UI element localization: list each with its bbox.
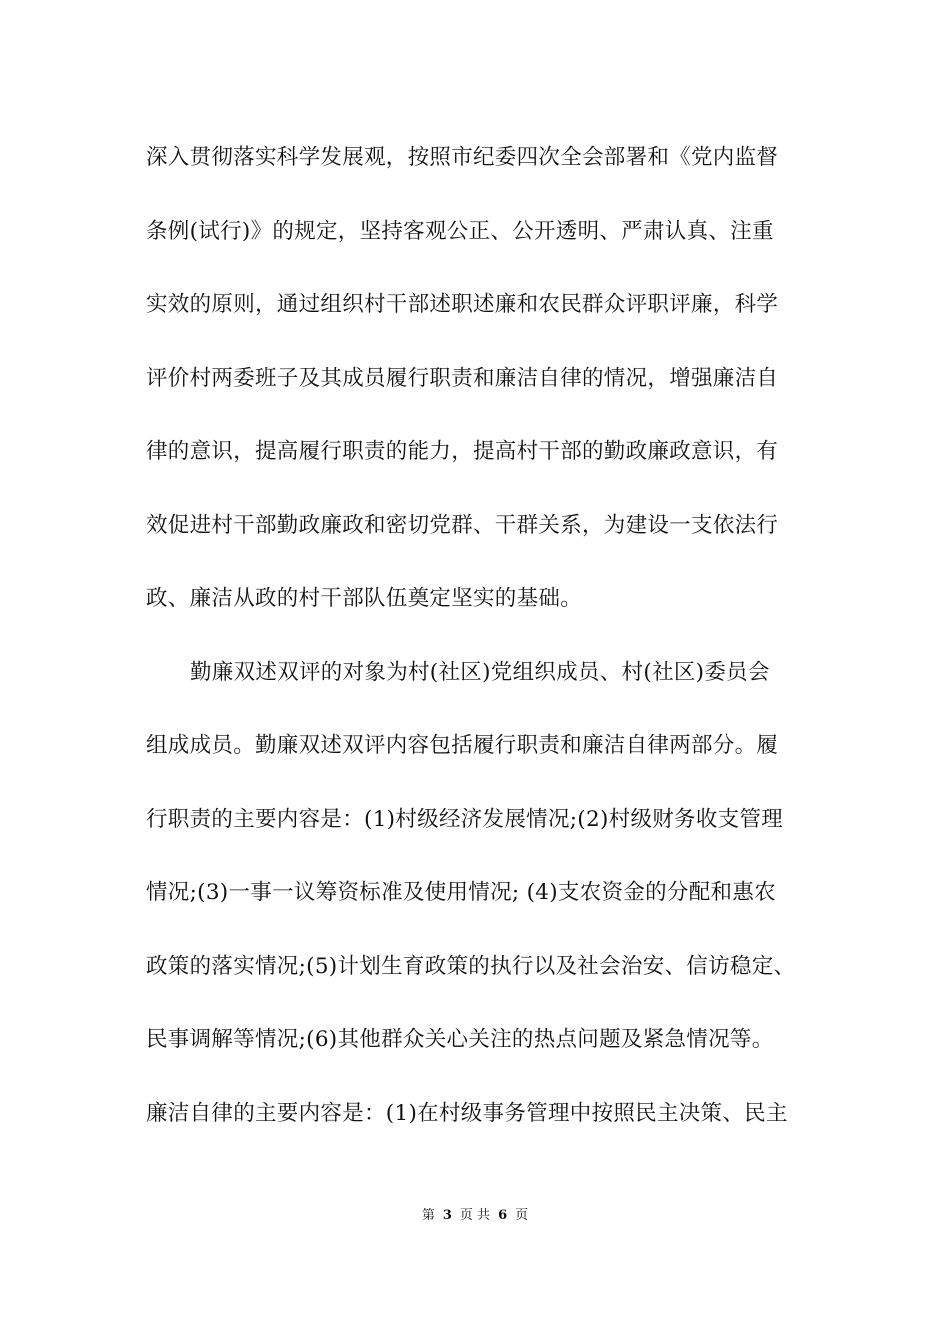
- current-page-number: 3: [442, 1208, 452, 1223]
- page-footer: [0, 1207, 950, 1225]
- text-line: 组成成员。勤廉双述双评内容包括履行职责和廉洁自律两部分。履: [146, 733, 779, 758]
- text-line: 条例(试行)》的规定，坚持客观公正、公开透明、严肃认真、注重: [146, 218, 774, 244]
- text-line: 实效的原则，通过组织村干部述职述廉和农民群众评职评廉，科学: [146, 292, 779, 317]
- text-line: 政策的落实情况;(5)计划生育政策的执行以及社会治安、信访稳定、: [146, 953, 796, 979]
- text-line: 评价村两委班子及其成员履行职责和廉洁自律的情况，增强廉洁自: [146, 365, 779, 391]
- text-line: 律的意识，提高履行职责的能力，提高村干部的勤政廉政意识，有: [146, 439, 779, 464]
- text-line: 效促进村干部勤政廉政和密切党群、干群关系，为建设一支依法行: [146, 512, 779, 538]
- document-body: [146, 134, 816, 1163]
- text-line: 行职责的主要内容是：(1)村级经济发展情况;(2)村级财务收支管理: [146, 806, 784, 832]
- text-line: 民事调解等情况;(6)其他群众关心关注的热点问题及紧急情况等。: [146, 1027, 774, 1052]
- text-line: 政、廉洁从政的村干部队伍奠定坚实的基础。: [146, 586, 583, 611]
- footer-prefix: 第: [421, 1208, 435, 1223]
- footer-suffix: 页: [515, 1208, 529, 1223]
- footer-middle: 页 共: [459, 1208, 491, 1223]
- paragraph-start-line: 勤廉双述双评的对象为村(社区)党组织成员、村(社区)委员会: [190, 659, 770, 685]
- text-line: 情况;(3)一事一议筹资标准及使用情况; (4)支农资金的分配和惠农: [146, 880, 776, 905]
- text-line: 廉洁自律的主要内容是：(1)在村级事务管理中按照民主决策、民主: [146, 1100, 788, 1126]
- total-pages-number: 6: [498, 1208, 508, 1223]
- text-line: 深入贯彻落实科学发展观，按照市纪委四次全会部署和《党内监督: [146, 145, 779, 170]
